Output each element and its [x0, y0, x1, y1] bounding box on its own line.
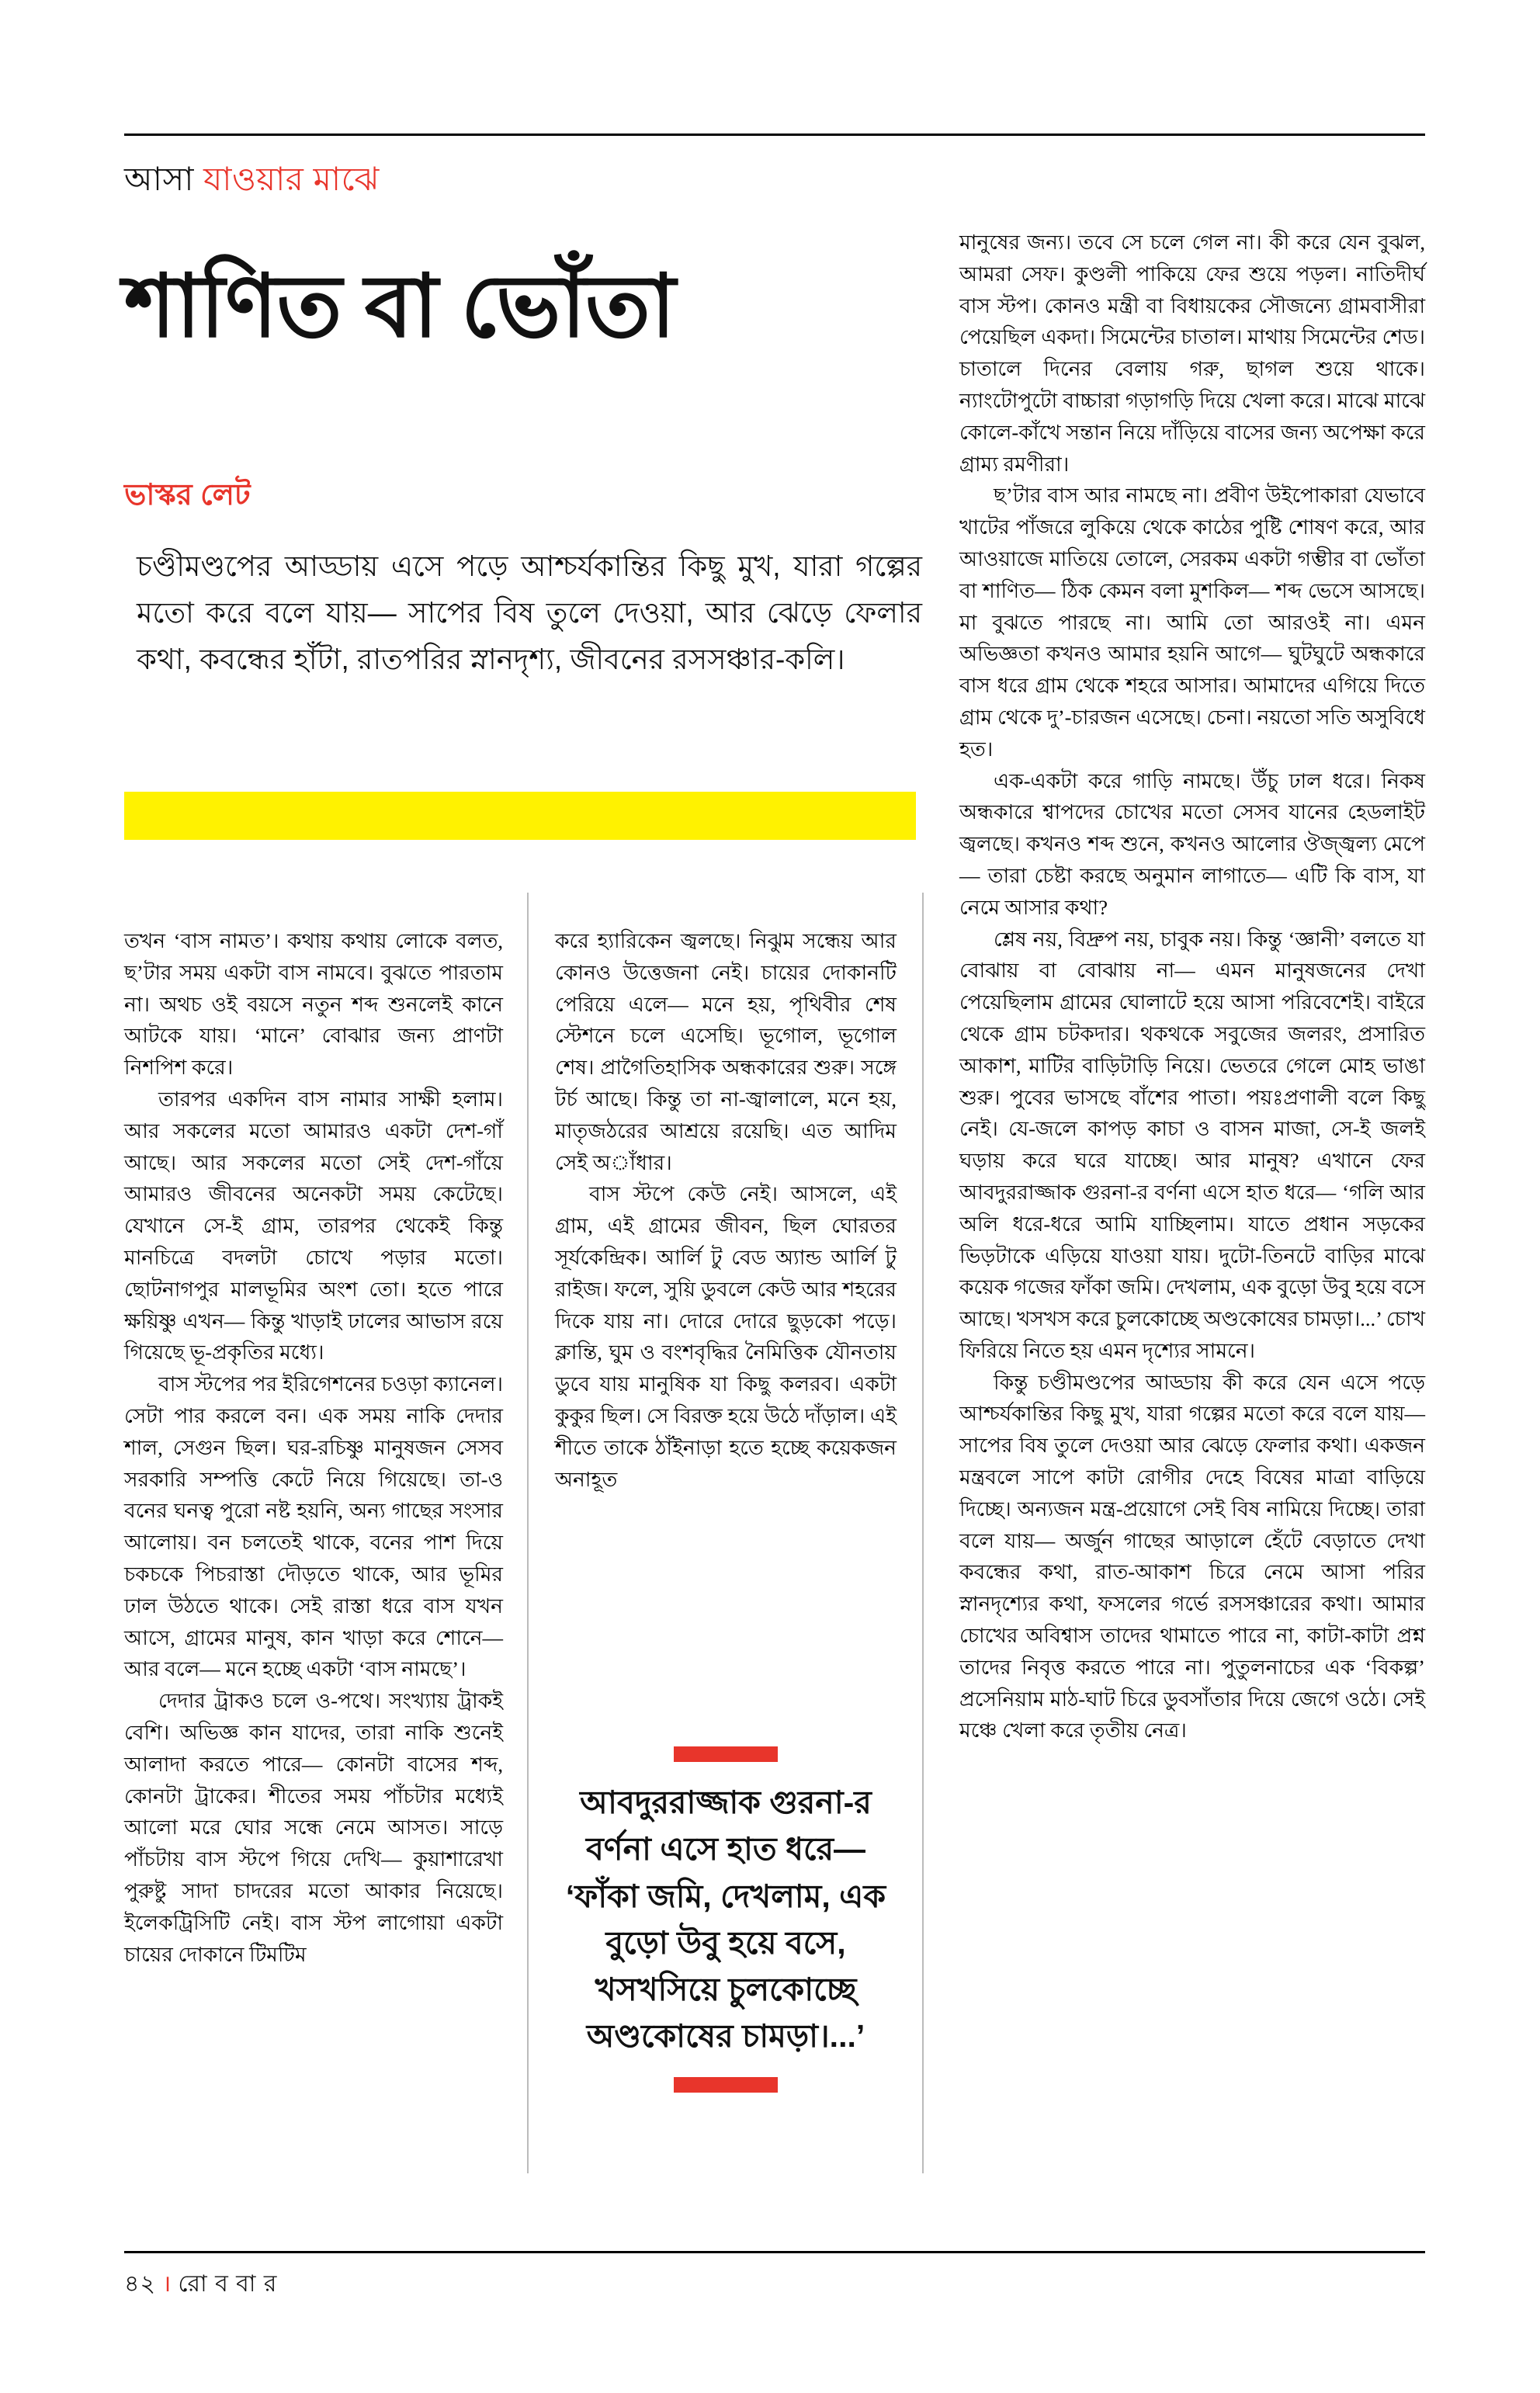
paragraph: শ্লেষ নয়, বিদ্রুপ নয়, চাবুক নয়। কিন্তু ‘জ্ঞানী’ বলতে যা বোঝায় বা বোঝায় না— এমন মানুষজনের দেখা পেয়েছিলাম গ্রামের ঘোলাটে হয়ে আসা পরিবেশেই। বাইরে থেকে গ্রাম চটকদার। থকথকে সবুজের জলরং, প্রসারিত আকাশ, মাটির বাড়িটাড়ি নিয়ে। ভেতরে গেলে মোহ ভাঙা শুরু। পুবের ভাসছে বাঁশের পাতা। পয়ঃপ্রণালী বলে কিছু নেই। যে-জলে কাপড় কাচা ও বাসন মাজা, সে-ই জলই ঘড়ায় করে ঘরে যাচ্ছে। আর মানুষ? এখানে ফের আবদুররাজ্জাক গুরনা-র বর্ণনা এসে হাত ধরে— ‘গলি আর অলি ধরে-ধরে আমি যাচ্ছিলাম। যাতে প্রধান সড়কের ভিড়টাকে এড়িয়ে যাওয়া যায়। দুটো-তিনটে বাড়ির মাঝে কয়েক গজের ফাঁকা জমি। দেখলাম, এক বুড়ো উবু হয়ে বসে আছে। খসখস করে চুলকোচ্ছে অণ্ডকোষের চামড়া।...’ চোখ ফিরিয়ে নিতে হয় এমন দৃশ্যের সামনে। — [959, 927, 1425, 1362]
author-byline: ভাস্কর লেট — [124, 479, 251, 512]
paragraph: করে হ্যারিকেন জ্বলছে। নিঝুম সন্ধেয় আর কোনও উত্তেজনা নেই। চায়ের দোকানটি পেরিয়ে এলে— মনে হয়, পৃথিবীর শেষ স্টেশনে চলে এসেছি। ভূগোল, ভূগোল শেষ। প্রাগৈতিহাসিক অন্ধকারের শুরু। সঙ্গে টর্চ আছে। কিন্তু তা না-জ্বালালে, মনে হয়, মাতৃজঠরের আশ্রয়ে রয়েছি। এত আদিম সেই অাঁধার। — [555, 929, 897, 1174]
kicker-part-two: যাওয়ার মাঝে — [203, 161, 380, 197]
folio-page-number: ৪২ — [124, 2271, 156, 2297]
paragraph: ছ’টার বাস আর নামছে না। প্রবীণ উইপোকারা যেভাবে খাটের পাঁজরে লুকিয়ে থেকে কাঠের পুষ্টি শোষণ করে, আর আওয়াজে মাতিয়ে তোলে, সেরকম একটা গম্ভীর বা ভোঁতা বা শাণিত— ঠিক কেমন বলা মুশকিল— শব্দ ভেসে আসছে। মা বুঝতে পারছে না। আমি তো আরওই না। এমন অভিজ্ঞতা কখনও আমার হয়নি আগে— ঘুটঘুটে অন্ধকারে বাস ধরে গ্রাম থেকে শহরে আসার। আমাদের এগিয়ে দিতে গ্রাম থেকে দু’-চারজন এসেছে। চেনা। নয়তো সতি অসুবিধে হত। — [959, 484, 1425, 761]
pull-quote-top-rule — [674, 1746, 778, 1762]
top-divider-rule — [124, 134, 1425, 136]
paragraph: বাস স্টপের পর ইরিগেশনের চওড়া ক্যানেল। সেটা পার করলে বন। এক সময় নাকি দেদার শাল, সেগুন ছিল। ঘর-রচিষ্ণু মানুষজন সেসব সরকারি সম্পত্তি কেটে নিয়ে গিয়েছে। তা-ও বনের ঘনত্ব পুরো নষ্ট হয়নি, অন্য গাছের সংসার আলোয়। বন চলতেই থাকে, বনের পাশ দিয়ে চকচকে পিচরাস্তা দৌড়তে থাকে, আর ভূমির ঢাল উঠতে থাকে। সেই রাস্তা ধরে বাস যখন আসে, গ্রামের মানুষ, কান খাড়া করে শোনে— আর বলে— মনে হচ্ছে একটা ‘বাস নামছে’। — [124, 1372, 503, 1681]
body-column-two — [555, 925, 897, 1495]
paragraph: কিন্তু চণ্ডীমণ্ডপের আড্ডায় কী করে যেন এসে পড়ে আশ্চর্যকান্তির কিছু মুখ, যারা গল্পের মতো করে বলে যায়— সাপের বিষ তুলে দেওয়া আর ঝেড়ে ফেলার কথা। একজন মন্ত্রবলে সাপে কাটা রোগীর দেহে বিষের মাত্রা বাড়িয়ে দিচ্ছে। অন্যজন মন্ত্র-প্রয়োগে সেই বিষ নামিয়ে দিচ্ছে। তারা বলে যায়— অর্জুন গাছের আড়ালে হেঁটে বেড়াতে দেখা কবন্ধের কথা, রাত-আকাশ চিরে নেমে আসা পরির স্নানদৃশ্যের কথা, ফসলের গর্ভে রসসঞ্চারের কথা। আমার চোখের অবিশ্বাস তাদের থামাতে পারে না, কাটা-কাটা প্রশ্ন তাদের নিবৃত্ত করতে পারে না। পুতুলনাচের এক ‘বিকল্প’ প্রসেনিয়াম মাঠ-ঘাট চিরে ডুবসাঁতার দিয়ে জেগে ওঠে। সেই মঞ্চে খেলা করে তৃতীয় নেত্র। — [959, 1370, 1425, 1743]
page-folio — [124, 2265, 277, 2305]
paragraph: বাস স্টপে কেউ নেই। আসলে, এই গ্রাম, এই গ্রামের জীবন, ছিল ঘোরতর সূর্যকেন্দ্রিক। আর্লি টু বেড অ্যান্ড আর্লি টু রাইজ। ফলে, সুয়ি ডুবলে কেউ আর শহরের দিকে যায় না। দোরে দোরে ছুড়কো পড়ে। ক্লান্তি, ঘুম ও বংশবৃদ্ধির নৈমিত্তিক যৌনতায় ডুবে যায় মানুষিক যা কিছু কলরব। একটা কুকুর ছিল। সে বিরক্ত হয়ে উঠে দাঁড়াল। এই শীতে তাকে ঠাঁইনাড়া হতে হচ্ছে কয়েকজন অনাহূত — [555, 1182, 897, 1491]
footer-divider-rule — [124, 2251, 1425, 2253]
kicker-part-one: আসা — [124, 161, 204, 197]
article-kicker — [124, 154, 380, 209]
paragraph: তারপর একদিন বাস নামার সাক্ষী হলাম। আর সকলের মতো আমারও একটা দেশ-গাঁ আছে। আর সকলের মতো সেই দেশ-গাঁয়ে আমারও জীবনের অনেকটা সময় কেটেছে। যেখানে সে-ই গ্রাম, তারপর থেকেই কিন্তু মানচিত্রে বদলটা চোখে পড়ার মতো। ছোটনাগপুর মালভূমির অংশ তো। হতে পারে ক্ষয়িষ্ণু এখন— কিন্তু খাড়াই ঢালের আভাস রয়ে গিয়েছে ভূ-প্রকৃতির মধ্যে। — [124, 1087, 503, 1365]
yellow-highlight-bar — [124, 792, 916, 840]
paragraph: তখন ‘বাস নামত’। কথায় কথায় লোকে বলত, ছ’টার সময় একটা বাস নামবে। বুঝতে পারতাম না। অথচ ওই বয়সে নতুন শব্দ শুনলেই কানে আটকে যায়। ‘মানে’ বোঝার জন্য প্রাণটা নিশপিশ করে। — [124, 929, 503, 1080]
body-column-one — [124, 925, 503, 1970]
body-column-three — [959, 227, 1425, 1746]
paragraph: এক-একটা করে গাড়ি নামছে। উঁচু ঢাল ধরে। নিকষ অন্ধকারে শ্বাপদের চোখের মতো সেসব যানের হেডলাইট জ্বলছে। কখনও শব্দ শুনে, কখনও আলোর ঔজ্জ্বল্য মেপে— তারা চেষ্টা করছে অনুমান লাগাতে— এটি কি বাস, যা নেমে আসার কথা? — [959, 768, 1425, 919]
paragraph: দেদার ট্রাকও চলে ও-পথে। সংখ্যায় ট্রাকই বেশি। অভিজ্ঞ কান যাদের, তারা নাকি শুনেই আলাদা করতে পারে— কোনটা বাসের শব্দ, কোনটা ট্রাকের। শীতের সময় পাঁচটার মধ্যেই আলো মরে ঘোর সন্ধে নেমে আসত। সাড়ে পাঁচটায় বাস স্টপে গিয়ে দেখি— কুয়াশারেখা পুরুষ্টু সাদা চাদরের মতো আকার নিয়েছে। ইলেকট্রিসিটি নেই। বাস স্টপ লাগোয়া একটা চায়ের দোকানে টিমটিম — [124, 1689, 503, 1966]
folio-separator: । — [161, 2271, 172, 2297]
article-standfirst: চণ্ডীমণ্ডপের আড্ডায় এসে পড়ে আশ্চর্যকান্তির কিছু মুখ, যারা গল্পের মতো করে বলে যায়— সাপের বিষ তুলে দেওয়া, আর ঝেড়ে ফেলার কথা, কবন্ধের হাঁটা, রাতপরির স্নানদৃশ্য, জীবনের রসসঞ্চার-কলি। — [137, 550, 922, 675]
pull-quote-text: আবদুররাজ্জাক গুরনা-র বর্ণনা এসে হাত ধরে— ‘ফাঁকা জমি, দেখলাম, এক বুড়ো উবু হয়ে বসে, খসখসিয়ে চুলকোচ্ছে অণ্ডকোষের চামড়া।...’ — [565, 1784, 886, 2055]
folio-publication-name: রো ব বা র — [178, 2271, 278, 2297]
pull-quote-bottom-rule — [674, 2077, 778, 2093]
paragraph: মানুষের জন্য। তবে সে চলে গেল না। কী করে যেন বুঝল, আমরা সেফ। কুণ্ডলী পাকিয়ে ফের শুয়ে পড়ল। নাতিদীর্ঘ বাস স্টপ। কোনও মন্ত্রী বা বিধায়কের সৌজন্যে গ্রামবাসীরা পেয়েছিল একদা। সিমেন্টের চাতাল। মাথায় সিমেন্টের শেড। চাতালে দিনের বেলায় গরু, ছাগল শুয়ে থাকে। ন্যাংটোপুটো বাচ্চারা গড়াগড়ি দিয়ে খেলা করে। মাঝে মাঝে কোলে-কাঁখে সন্তান নিয়ে দাঁড়িয়ে বাসের জন্য অপেক্ষা করে গ্রাম্য রমণীরা। — [959, 231, 1425, 476]
page-title: শাণিত বা ভোঁতা — [124, 258, 675, 355]
column-divider-one — [527, 893, 529, 2173]
column-divider-two — [922, 893, 924, 2173]
pull-quote — [555, 1746, 897, 2093]
